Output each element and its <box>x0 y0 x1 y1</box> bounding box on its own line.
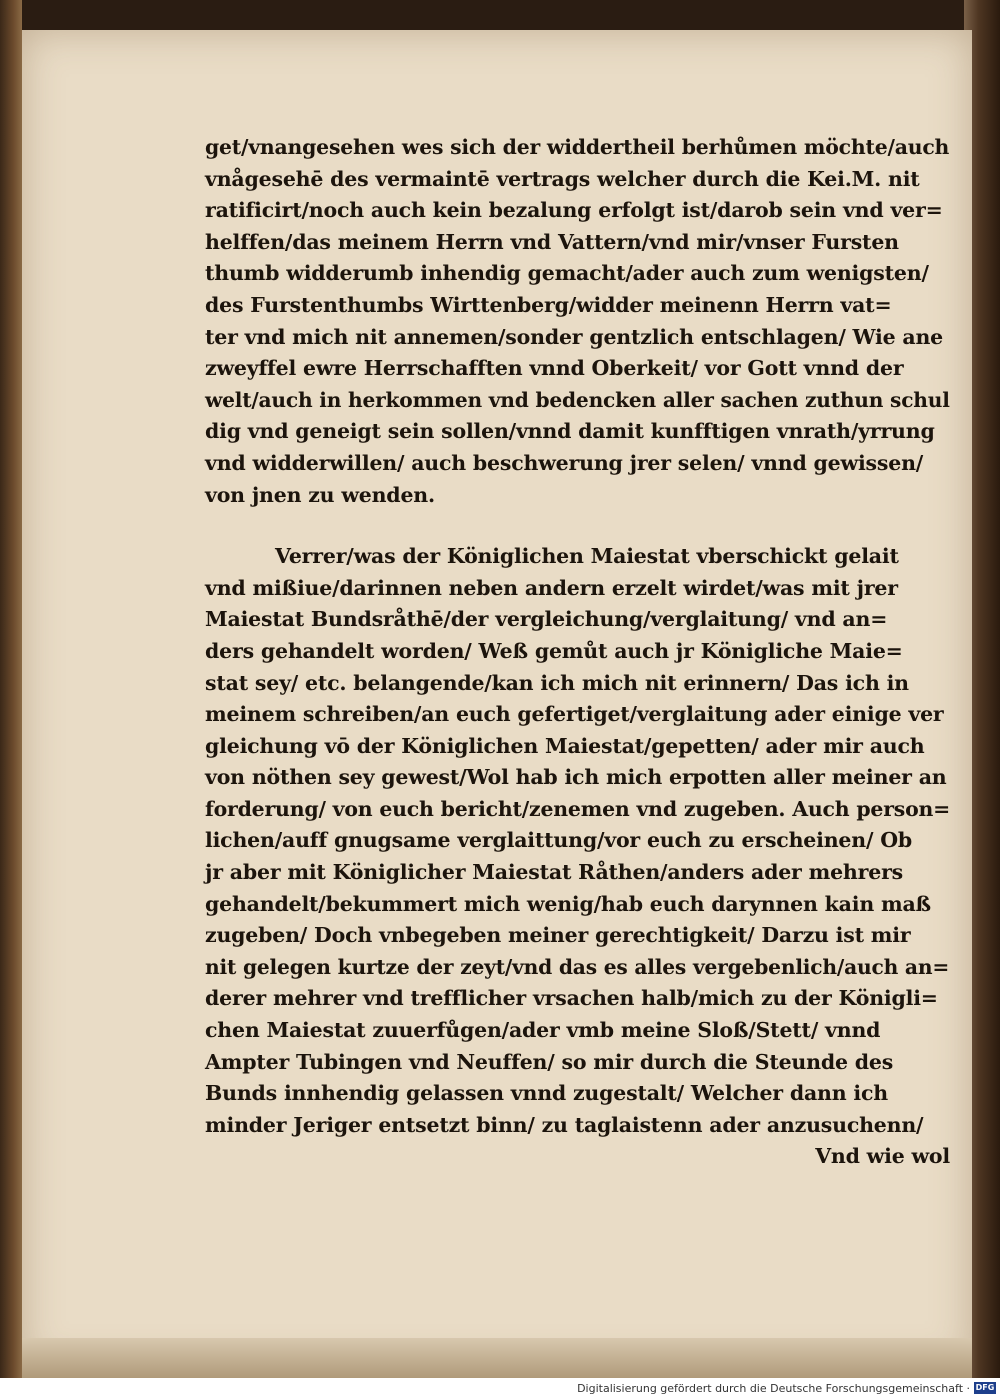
dfg-logo: DFG <box>975 1383 995 1392</box>
digitization-footer <box>0 1378 1000 1398</box>
text-line: ter vnd mich nit annemen/sonder gentzlich entschlagen/ Wie ane <box>205 324 944 349</box>
funding-credit: Digitalisierung gefördert durch die Deutsche Forschungsgemeinschaft · <box>577 1382 970 1395</box>
text-line: Verrer/was der Königlichen Maiestat vberschickt gelait <box>275 544 899 569</box>
text-line: minder Jeriger entsetzt binn/ zu taglaistenn ader anzusuchenn/ <box>205 1112 924 1137</box>
text-line: lichen/auff gnugsame verglaittung/vor euch zu erscheinen/ Ob <box>205 828 912 853</box>
text-line: Bunds innhendig gelassen vnnd zugestalt/ Welcher dann ich <box>205 1081 888 1106</box>
text-line: ratificirt/noch auch kein bezalung erfolgt ist/darob sein vnd ver= <box>205 198 943 223</box>
text-line: vnågesehē des vermaintē vertrags welcher durch die Kei.M. nit <box>205 166 920 191</box>
text-line: Ampter Tubingen vnd Neuffen/ so mir durch die Steunde des <box>205 1049 894 1074</box>
book-binding-edge <box>0 0 22 1378</box>
text-line: zweyffel ewre Herrschafften vnnd Oberkeit/ vor Gott vnnd der <box>205 356 904 381</box>
text-line: dig vnd geneigt sein sollen/vnnd damit kunfftigen vnrath/yrrung <box>205 419 935 444</box>
text-line: chen Maiestat zuuerfůgen/ader vmb meine Sloß/Stett/ vnnd <box>205 1018 881 1043</box>
text-line: get/vnangesehen wes sich der widdertheil berhůmen möchte/auch <box>205 135 950 159</box>
text-line: zugeben/ Doch vnbegeben meiner gerechtigkeit/ Darzu ist mir <box>205 923 911 948</box>
page-bottom-edge <box>22 1338 972 1378</box>
text-line: thumb widderumb inhendig gemacht/ader auch zum wenigsten/ <box>205 261 929 286</box>
text-line: jr aber mit Königlicher Maiestat Råthen/anders ader mehrers <box>205 860 904 885</box>
text-line: von nöthen sey gewest/Wol hab ich mich erpotten aller meiner an <box>205 765 947 790</box>
text-line: von jnen zu wenden. <box>205 482 435 507</box>
text-line: vnd mißiue/darinnen neben andern erzelt wirdet/was mit jrer <box>205 575 898 600</box>
paragraph-gap <box>205 511 950 541</box>
text-line: gleichung vō der Königlichen Maiestat/gepetten/ ader mir auch <box>205 733 925 758</box>
text-line: gehandelt/bekummert mich wenig/hab euch darynnen kain maß <box>205 891 931 916</box>
text-line: stat sey/ etc. belangende/kan ich mich nit erinnern/ Das ich in <box>205 670 909 695</box>
catchword: Vnd wie wol <box>815 1144 950 1169</box>
page-text <box>205 132 950 1173</box>
text-line: meinem schreiben/an euch gefertiget/verglaitung ader einige ver <box>205 702 944 727</box>
text-line: Maiestat Bundsråthē/der vergleichung/verglaitung/ vnd an= <box>205 607 888 632</box>
text-line: des Furstenthumbs Wirttenberg/widder meinenn Herrn vat= <box>205 292 892 317</box>
text-line: ders gehandelt worden/ Weß gemůt auch jr Königliche Maie= <box>205 638 903 663</box>
text-line: welt/auch in herkommen vnd bedencken aller sachen zuthun schul <box>205 387 950 412</box>
text-line: helffen/das meinem Herrn vnd Vattern/vnd mir/vnser Fursten <box>205 229 899 254</box>
text-line: nit gelegen kurtze der zeyt/vnd das es alles vergebenlich/auch an= <box>205 954 950 979</box>
text-line: derer mehrer vnd trefflicher vrsachen halb/mich zu der Königli= <box>205 986 938 1011</box>
text-line: forderung/ von euch bericht/zenemen vnd zugeben. Auch person= <box>205 796 951 821</box>
text-line: vnd widderwillen/ auch beschwerung jrer selen/ vnnd gewissen/ <box>205 450 924 475</box>
